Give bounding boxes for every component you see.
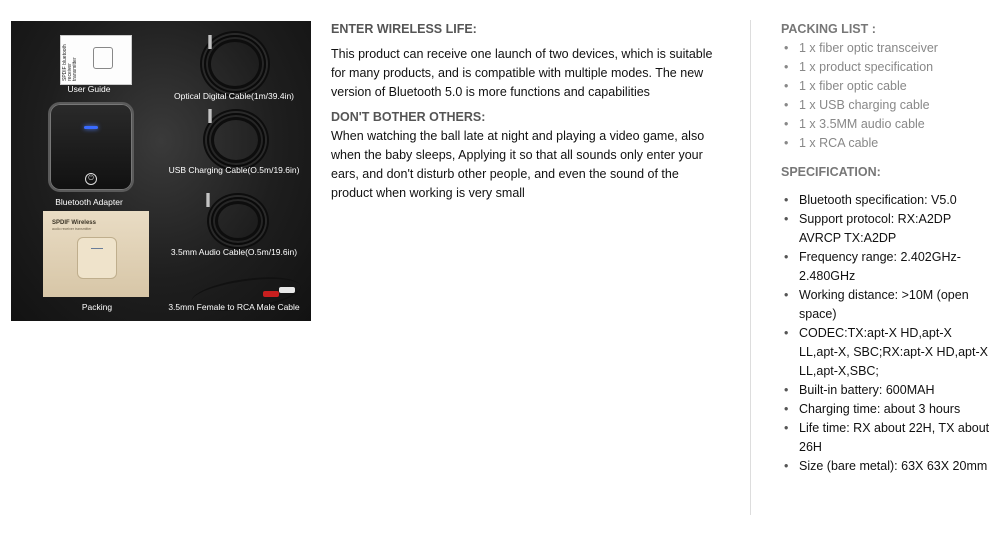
spec-item: • Charging time: about 3 hours xyxy=(781,400,991,419)
section-body-wireless: This product can receive one launch of two devices, which is suitable for many products, and is compatible with multiple modes. The new version of Bluetooth 5.0 is more functions and capabilities xyxy=(331,47,713,99)
spec-item: • Size (bare metal): 63X 63X 20mm xyxy=(781,457,991,476)
box-brand: SPDIF Wireless xyxy=(52,220,96,226)
spec-item: • Support protocol: RX:A2DP AVRCP TX:A2DP xyxy=(781,210,991,248)
packing-box xyxy=(43,211,149,297)
packing-list-item: • 1 x fiber optic cable xyxy=(781,77,991,96)
packing-list-item: • 1 x RCA cable xyxy=(781,134,991,153)
spec-item: • Working distance: >10M (open space) xyxy=(781,286,991,324)
section-heading-bother: DON'T BOTHER OTHERS: xyxy=(331,110,486,124)
spec-item: • Life time: RX about 22H, TX about 26H xyxy=(781,419,991,457)
packing-list-heading: PACKING LIST : xyxy=(781,22,876,36)
caption-packing: Packing xyxy=(81,302,113,312)
packing-list-item: • 1 x product specification xyxy=(781,58,991,77)
spec-item: • Bluetooth specification: V5.0 xyxy=(781,191,991,210)
spec-item: • Built-in battery: 600MAH xyxy=(781,381,991,400)
spec-item: • CODEC:TX:apt-X HD,apt-X LL,apt-X, SBC;RX:apt-X HD,apt-X LL,apt-X,SBC; xyxy=(781,324,991,381)
adapter-led xyxy=(84,126,98,129)
column-divider xyxy=(750,20,751,515)
caption-bluetooth-adapter: Bluetooth Adapter xyxy=(55,197,123,207)
caption-audio-cable: 3.5mm Audio Cable(O.5m/19.6in) xyxy=(170,247,298,257)
section-body-bother: When watching the ball late at night and playing a video game, also when the baby sleeps, Applying it so that all sounds only enter your ears, and don't disturb other people, and even the sound of the product when working is very small xyxy=(331,129,705,200)
bluetooth-adapter xyxy=(48,102,134,192)
optical-cable-plug xyxy=(208,35,212,49)
packing-list-item: • 1 x 3.5MM audio cable xyxy=(781,115,991,134)
user-guide-logo xyxy=(93,47,113,69)
caption-optical-cable: Optical Digital Cable(1m/39.4in) xyxy=(174,91,294,101)
specs-column xyxy=(781,20,991,476)
user-guide-spine-text: SPDIF bluetooth receiver transmitter xyxy=(62,44,78,81)
box-tagline: audio receiver transmitter xyxy=(52,227,92,231)
rca-red-plug xyxy=(263,291,279,297)
caption-rca-cable: 3.5mm Female to RCA Male Cable xyxy=(168,302,300,312)
box-device-illustration xyxy=(77,237,117,279)
specification-list xyxy=(781,191,991,476)
spec-item: • Frequency range: 2.402GHz-2.480GHz xyxy=(781,248,991,286)
usb-cable-coil xyxy=(207,113,265,167)
caption-user-guide: User Guide xyxy=(67,84,111,94)
caption-usb-cable: USB Charging Cable(O.5m/19.6in) xyxy=(168,165,300,175)
user-guide-booklet xyxy=(60,35,132,85)
packing-list-item: • 1 x fiber optic transceiver xyxy=(781,39,991,58)
specification-heading: SPECIFICATION: xyxy=(781,165,881,179)
usb-cable-plug xyxy=(208,109,212,123)
audio-cable-plug xyxy=(206,193,210,207)
packing-list xyxy=(781,39,991,153)
section-heading-wireless: ENTER WIRELESS LIFE: xyxy=(331,22,477,36)
product-description xyxy=(331,20,716,203)
audio-cable-coil xyxy=(211,197,265,245)
product-contents-image xyxy=(11,21,311,321)
rca-white-plug xyxy=(279,287,295,293)
packing-list-item: • 1 x USB charging cable xyxy=(781,96,991,115)
power-icon: ⏻ xyxy=(85,173,97,185)
optical-cable-coil xyxy=(204,35,266,93)
